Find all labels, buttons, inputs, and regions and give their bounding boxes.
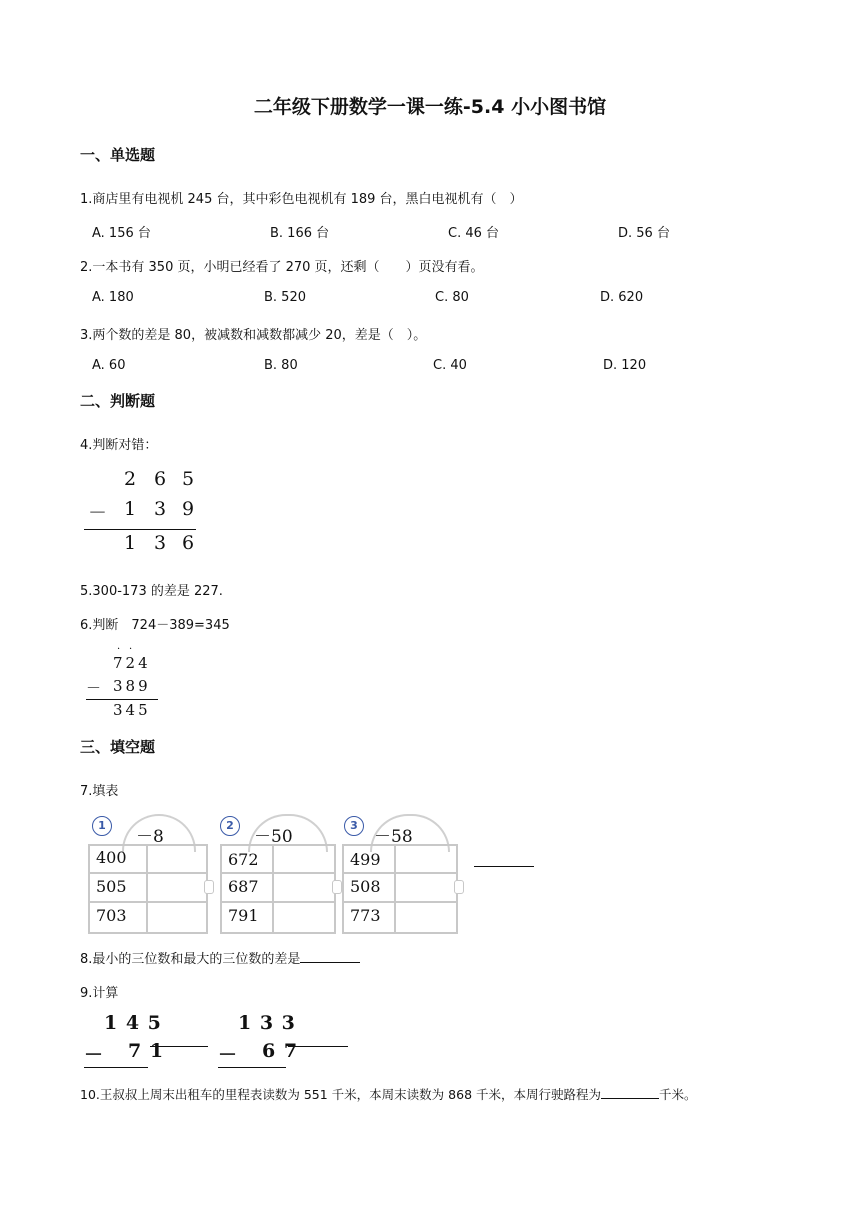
- question-6: 6.判断 724－389=345: [80, 618, 230, 633]
- table-3-row-line: [342, 901, 456, 903]
- q6-borrow-dot: ·: [117, 644, 121, 655]
- table-1-value: 400: [96, 848, 127, 867]
- q6-result-line: [86, 699, 158, 700]
- q4-minuend-digit: 2: [124, 468, 137, 490]
- q9a-top-number: 1 4 5: [104, 1012, 162, 1034]
- section-heading-fill-in: 三、填空题: [80, 738, 156, 756]
- q9b-result-line: [218, 1067, 286, 1068]
- q9-problem-b: [218, 1010, 352, 1070]
- q1-option-b: B. 166 台: [270, 226, 330, 241]
- q4-result-digit: 3: [154, 532, 167, 554]
- question-10: [80, 1084, 697, 1103]
- question-10-unit: 千米。: [659, 1087, 697, 1102]
- question-7: 7.填表: [80, 784, 119, 799]
- q4-vertical-subtraction: [84, 466, 204, 556]
- table-3-operation: －58: [374, 827, 413, 847]
- page-title: 二年级下册数学一课一练-5.4 小小图书馆: [253, 96, 607, 118]
- q9b-bottom-number: 6 7: [262, 1040, 299, 1062]
- q4-result-line: [84, 529, 196, 530]
- question-8: [80, 948, 360, 967]
- question-5: 5.300-173 的差是 227.: [80, 584, 223, 599]
- table-1-connector: [204, 880, 214, 894]
- table-3-divider: [394, 844, 396, 932]
- q2-option-b: B. 520: [264, 290, 306, 305]
- table-1-row-line: [88, 901, 206, 903]
- table-2-value: 687: [228, 877, 259, 896]
- table-3-number-badge: 3: [344, 816, 364, 836]
- table-3-value: 508: [350, 877, 381, 896]
- table-2-divider: [272, 844, 274, 932]
- q9a-minus-sign: －: [84, 1044, 104, 1066]
- table-1-value: 703: [96, 906, 127, 925]
- q6-borrow-dot: ·: [129, 644, 133, 655]
- q3-option-c: C. 40: [433, 358, 467, 373]
- question-1: 1.商店里有电视机 245 台，其中彩色电视机有 189 台，黑白电视机有（ ）: [80, 192, 523, 207]
- q4-subtrahend-digit: 9: [182, 498, 195, 520]
- table-1-value: 505: [96, 877, 127, 896]
- table-1-number-badge: 1: [92, 816, 112, 836]
- table-2-value: 791: [228, 906, 259, 925]
- q4-minuend-digit: 5: [182, 468, 195, 490]
- q8-answer-blank[interactable]: [300, 948, 360, 963]
- table-2-number-badge: 2: [220, 816, 240, 836]
- question-3: 3.两个数的差是 80，被减数和减数都减少 20，差是（ ）。: [80, 328, 427, 343]
- q9a-result-line: [84, 1067, 148, 1068]
- table-2-value: 672: [228, 850, 259, 869]
- q3-option-d: D. 120: [603, 358, 647, 373]
- q6-result: 345: [113, 701, 151, 719]
- q2-option-a: A. 180: [92, 290, 134, 305]
- q7-answer-blank[interactable]: [474, 866, 534, 867]
- q6-minuend: 724: [113, 654, 151, 672]
- q6-subtrahend: 389: [113, 677, 151, 695]
- q9a-answer-blank[interactable]: [150, 1046, 208, 1047]
- table-3-row-line: [342, 872, 456, 874]
- table-3-connector: [454, 880, 464, 894]
- question-10-text: 10.王叔叔上周末出租车的里程表读数为 551 千米，本周末读数为 868 千米，本周行驶路程为: [80, 1087, 601, 1102]
- table-3-value: 773: [350, 906, 381, 925]
- table-2-row-line: [220, 901, 334, 903]
- q2-option-c: C. 80: [435, 290, 469, 305]
- table-2-connector: [332, 880, 342, 894]
- question-2: 2.一本书有 350 页，小明已经看了 270 页，还剩（ ）页没有看。: [80, 260, 484, 275]
- section-heading-single-choice: 一、单选题: [80, 146, 156, 164]
- q4-subtrahend-digit: 3: [154, 498, 167, 520]
- table-3-value: 499: [350, 850, 381, 869]
- q9b-minus-sign: －: [218, 1044, 238, 1066]
- table-1-divider: [146, 844, 148, 932]
- table-1-operation: －8: [136, 827, 164, 847]
- table-1-row-line: [88, 872, 206, 874]
- q9-problem-a: [84, 1010, 214, 1070]
- question-9: 9.计算: [80, 986, 119, 1001]
- q6-minus-sign: －: [86, 679, 102, 697]
- q9b-top-number: 1 3 3: [238, 1012, 296, 1034]
- q2-option-d: D. 620: [600, 290, 644, 305]
- q10-answer-blank[interactable]: [601, 1084, 659, 1099]
- q4-subtrahend-digit: 1: [124, 498, 137, 520]
- q1-option-a: A. 156 台: [92, 226, 151, 241]
- section-heading-true-false: 二、判断题: [80, 392, 156, 410]
- q3-option-a: A. 60: [92, 358, 126, 373]
- table-2-row-line: [220, 872, 334, 874]
- q1-option-d: D. 56 台: [618, 226, 670, 241]
- q1-option-c: C. 46 台: [448, 226, 500, 241]
- q6-vertical-subtraction: [86, 644, 166, 722]
- question-4: 4.判断对错：: [80, 438, 158, 453]
- q4-result-digit: 6: [182, 532, 195, 554]
- q3-option-b: B. 80: [264, 358, 298, 373]
- q9b-answer-blank[interactable]: [288, 1046, 348, 1047]
- q9a-bottom-number: 7 1: [128, 1040, 165, 1062]
- q7-fill-tables: [88, 810, 468, 934]
- question-8-text: 8.最小的三位数和最大的三位数的差是: [80, 952, 301, 967]
- q4-result-digit: 1: [124, 532, 137, 554]
- q4-minuend-digit: 6: [154, 468, 167, 490]
- table-2-operation: －50: [254, 827, 293, 847]
- q4-minus-sign: －: [88, 502, 108, 524]
